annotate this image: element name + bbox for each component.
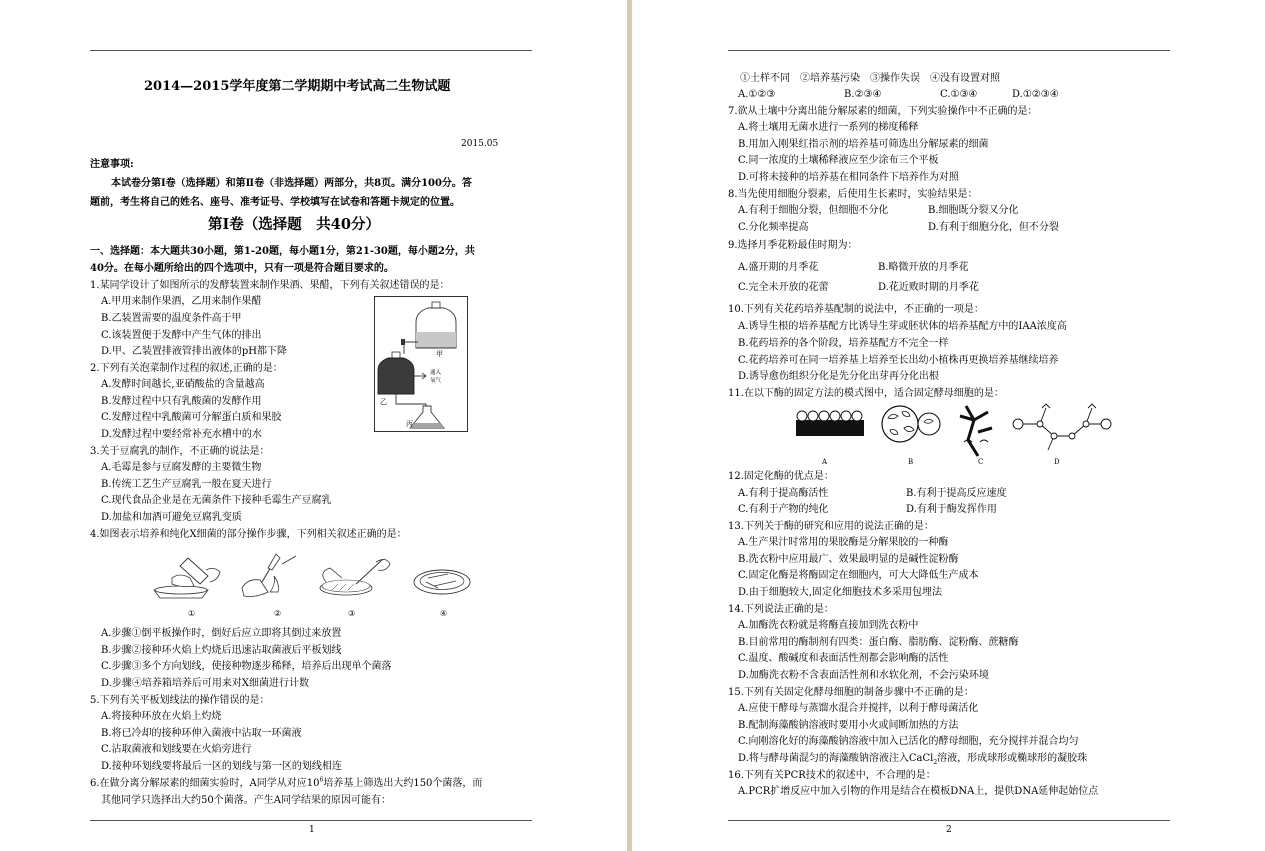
- option: A.生产果汁时常用的果胶酶是分解果胶的一种酶: [738, 537, 949, 548]
- question-4: 4.如图表示培养和纯化X细菌的部分操作步骤，下列相关叙述正确的是：: [90, 529, 407, 540]
- option: A.诱导生根的培养基配方比诱导生芽或胚状体的培养基配方中的IAA浓度高: [738, 321, 1067, 332]
- option: D.有利于酶发挥作用: [906, 504, 997, 515]
- question-6-line-2: 其他同学只选择出大约50个菌落。产生A同学结果的原因可能有：: [101, 795, 391, 806]
- option: D.可将未接种的培养基在相同条件下培养作为对照: [738, 172, 959, 183]
- option: C.完全未开放的花蕾: [738, 282, 829, 293]
- section-title: 第Ⅰ卷（选择题 共40分）: [208, 216, 380, 233]
- question-10: 10.下列有关花药培养基配制的说法中，不正确的一项是：: [728, 304, 984, 315]
- option: D.花近败时期的月季花: [878, 282, 979, 293]
- question-8: 8.当先使用细胞分裂素，后使用生长素时，实验结果是：: [728, 189, 978, 200]
- question-15: 15.下列有关固定化酵母细胞的制备步骤中不正确的是：: [728, 687, 974, 698]
- question-16: 16.下列有关PCR技术的叙述中，不合理的是：: [728, 770, 936, 781]
- option: B.传统工艺生产豆腐乳一般在夏天进行: [101, 479, 272, 490]
- option: A.甲用来制作果酒，乙用来制作果醋: [101, 296, 262, 307]
- exam-date: 2015.05: [461, 139, 499, 149]
- footer-rule: [728, 820, 1170, 821]
- question-14: 14.下列说法正确的是：: [728, 604, 834, 615]
- option: C.步骤③多个方向划线，使接种物逐步稀释，培养后出现单个菌落: [101, 661, 392, 672]
- label-oxygen: 氧气: [430, 378, 442, 384]
- option: C.①③④: [940, 89, 978, 100]
- page-number: 1: [309, 825, 315, 835]
- culture-steps-figure: [150, 548, 475, 618]
- notice-line: 题前，考生将自己的姓名、座号、准考证号、学校填写在试卷和答题卡规定的位置。: [90, 197, 460, 208]
- q6-statements: ①土样不同 ②培养基污染 ③操作失误 ④没有设置对照: [740, 73, 1000, 84]
- step-label: ④: [440, 609, 448, 618]
- option: B.发酵过程中只有乳酸菌的发酵作用: [101, 396, 262, 407]
- option: [738, 752, 1087, 765]
- option: A.步骤①倒平板操作时，倒好后应立即将其倒过来放置: [101, 628, 342, 639]
- option: D.步骤④培养箱培养后可用来对X细菌进行计数: [101, 678, 309, 689]
- notice-line: 本试卷分第Ⅰ卷（选择题）和第Ⅱ卷（非选择题）两部分，共8页。满分100分。答: [111, 178, 472, 189]
- question-6: [90, 777, 482, 790]
- label-air: 通入: [430, 370, 442, 376]
- step-label: ②: [274, 609, 282, 618]
- option: B.②③④: [844, 89, 882, 100]
- option: C.固定化酶是将酶固定在细胞内，可大大降低生产成本: [738, 570, 979, 581]
- question-2: 2.下列有关泡菜制作过程的叙述,正确的是：: [90, 363, 283, 374]
- label-bing: 丙: [406, 420, 413, 428]
- label-jia: 甲: [436, 350, 443, 358]
- page-number: 2: [946, 825, 952, 835]
- q15d-text: 溶液，形成球形或椭球形的凝胶珠: [937, 753, 1088, 764]
- option: B.细胞既分裂又分化: [928, 205, 1019, 216]
- option: B.花药培养的各个阶段，培养基配方不完全一样: [738, 338, 949, 349]
- option: D.由于细胞较大,固定化细胞技术多采用包埋法: [738, 587, 943, 598]
- option: B.步骤②接种环火焰上灼烧后迅速沾取菌液后平板划线: [101, 645, 342, 656]
- notice-heading: 注意事项:: [90, 159, 134, 170]
- question-12: 12.固定化酶的优点是：: [728, 471, 834, 482]
- option: A.毛霉是参与豆腐发酵的主要微生物: [101, 462, 262, 473]
- option: D.加盐和加酒可避免豆腐乳变质: [101, 512, 242, 523]
- question-1: 1.某同学设计了如图所示的发酵装置来制作果酒、果醋，下列有关叙述错误的是：: [90, 280, 450, 291]
- option: C.花药培养可在同一培养基上培养至长出幼小植株再更换培养基继续培养: [738, 355, 1059, 366]
- q6-exponent: 6: [319, 776, 324, 784]
- page-2: [632, 0, 1265, 851]
- figure-label-d: D: [1054, 458, 1060, 466]
- option: A.应使干酵母与蒸馏水混合并搅拌，以利于酵母菌活化: [738, 703, 979, 714]
- option: D.接种环划线要将最后一区的划线与第一区的划线相连: [101, 761, 342, 772]
- option: C.有利于产物的纯化: [738, 504, 829, 515]
- question-3: 3.关于豆腐乳的制作，不正确的说法是：: [90, 446, 270, 457]
- figure-label-a: A: [822, 458, 828, 466]
- fermentation-apparatus-figure: [374, 296, 468, 432]
- option: A.加酶洗衣粉就是将酶直接加到洗衣粉中: [738, 620, 919, 631]
- option: D.加酶洗衣粉不含表面活性剂和水软化剂，不会污染环境: [738, 670, 989, 681]
- option: C.温度、酸碱度和表面活性剂都会影响酶的活性: [738, 653, 949, 664]
- instructions-line: 40分。在每小题所给出的四个选项中，只有一项是符合题目要求的。: [90, 263, 394, 274]
- option: A.有利于细胞分裂，但细胞不分化: [738, 205, 889, 216]
- page-1: [0, 0, 627, 851]
- option: D.发酵过程中要经常补充水槽中的水: [101, 429, 262, 440]
- option: B.洗衣粉中应用最广、效果最明显的是碱性淀粉酶: [738, 554, 959, 565]
- question-13: 13.下列关于酶的研究和应用的说法正确的是：: [728, 521, 934, 532]
- option: C.发酵过程中乳酸菌可分解蛋白质和果胶: [101, 412, 282, 423]
- option: B.将已冷却的接种环伸入菌液中沾取一环菌液: [101, 728, 302, 739]
- option: A.有利于提高酶活性: [738, 488, 829, 499]
- option: D.①②③④: [1012, 89, 1059, 100]
- header-rule: [728, 50, 1170, 51]
- immobilization-methods-figure: [792, 402, 1112, 466]
- q6-text: 培养基上筛选出大约150个菌落，而: [323, 778, 483, 789]
- option: C.向刚溶化好的海藻酸钠溶液中加入已活化的酵母细胞，充分搅拌并混合均匀: [738, 736, 1079, 747]
- question-5: 5.下列有关平板划线法的操作错误的是：: [90, 695, 270, 706]
- option: B.目前常用的酶制剂有四类：蛋白酶、脂肪酶、淀粉酶、蔗糖酶: [738, 637, 1019, 648]
- option: D.诱导愈伤组织分化是先分化出芽再分化出根: [738, 371, 939, 382]
- label-yi: 乙: [380, 398, 387, 406]
- figure-label-c: C: [978, 458, 984, 466]
- option: C.沾取菌液和划线要在火焰旁进行: [101, 744, 252, 755]
- option: B.用加入刚果红指示剂的培养基可筛选出分解尿素的细菌: [738, 139, 989, 150]
- header-rule: [90, 50, 532, 51]
- step-label: ①: [188, 609, 196, 618]
- option: B.乙装置需要的温度条件高于甲: [101, 313, 242, 324]
- option: A.发酵时间越长,亚硝酸盐的含量越高: [101, 379, 265, 390]
- option: C.同一浓度的土壤稀释液应至少涂布三个平板: [738, 155, 939, 166]
- question-9: 9.选择月季花粉最佳时期为：: [728, 240, 858, 251]
- figure-label-b: B: [908, 458, 914, 466]
- q15d-subscript: 2: [933, 759, 938, 766]
- option: A.①②③: [738, 89, 776, 100]
- option: D.有利于细胞分化，但不分裂: [928, 222, 1059, 233]
- option: D.甲、乙装置排液管排出液体的pH都下降: [101, 346, 287, 357]
- option: C.分化频率提高: [738, 222, 809, 233]
- footer-rule: [90, 820, 532, 821]
- q6-text: 6.在做分离分解尿素的细菌实验时，A同学从对应10: [90, 778, 320, 789]
- q15d-text: D.将与酵母菌混匀的海藻酸钠溶液注入CaCl: [738, 753, 934, 764]
- step-label: ③: [348, 609, 356, 618]
- instructions-line: 一、选择题：本大题共30小题，第1-20题，每小题1分，第21-30题，每小题2分，共: [90, 246, 475, 257]
- option: C.该装置便于发酵中产生气体的排出: [101, 330, 262, 341]
- option: A.将土壤用无菌水进行一系列的梯度稀释: [738, 122, 919, 133]
- option: B.略微开放的月季花: [878, 262, 969, 273]
- option: A.盛开期的月季花: [738, 262, 819, 273]
- option: A.将接种环放在火焰上灼烧: [101, 711, 222, 722]
- option: A.PCR扩增反应中加入引物的作用是结合在模板DNA上，提供DNA延伸起始位点: [738, 786, 1099, 797]
- option: B.配制海藻酸钠溶液时要用小火或间断加热的方法: [738, 720, 959, 731]
- option: B.有利于提高反应速度: [906, 488, 1007, 499]
- question-11: 11.在以下酶的固定方法的模式图中，适合固定酵母细胞的是：: [728, 388, 1004, 399]
- exam-title: 2014—2015学年度第二学期期中考试高二生物试题: [144, 79, 451, 94]
- option: C.现代食品企业是在无菌条件下接种毛霉生产豆腐乳: [101, 495, 332, 506]
- question-7: 7.欲从土壤中分离出能分解尿素的细菌，下列实验操作中不正确的是：: [728, 106, 1038, 117]
